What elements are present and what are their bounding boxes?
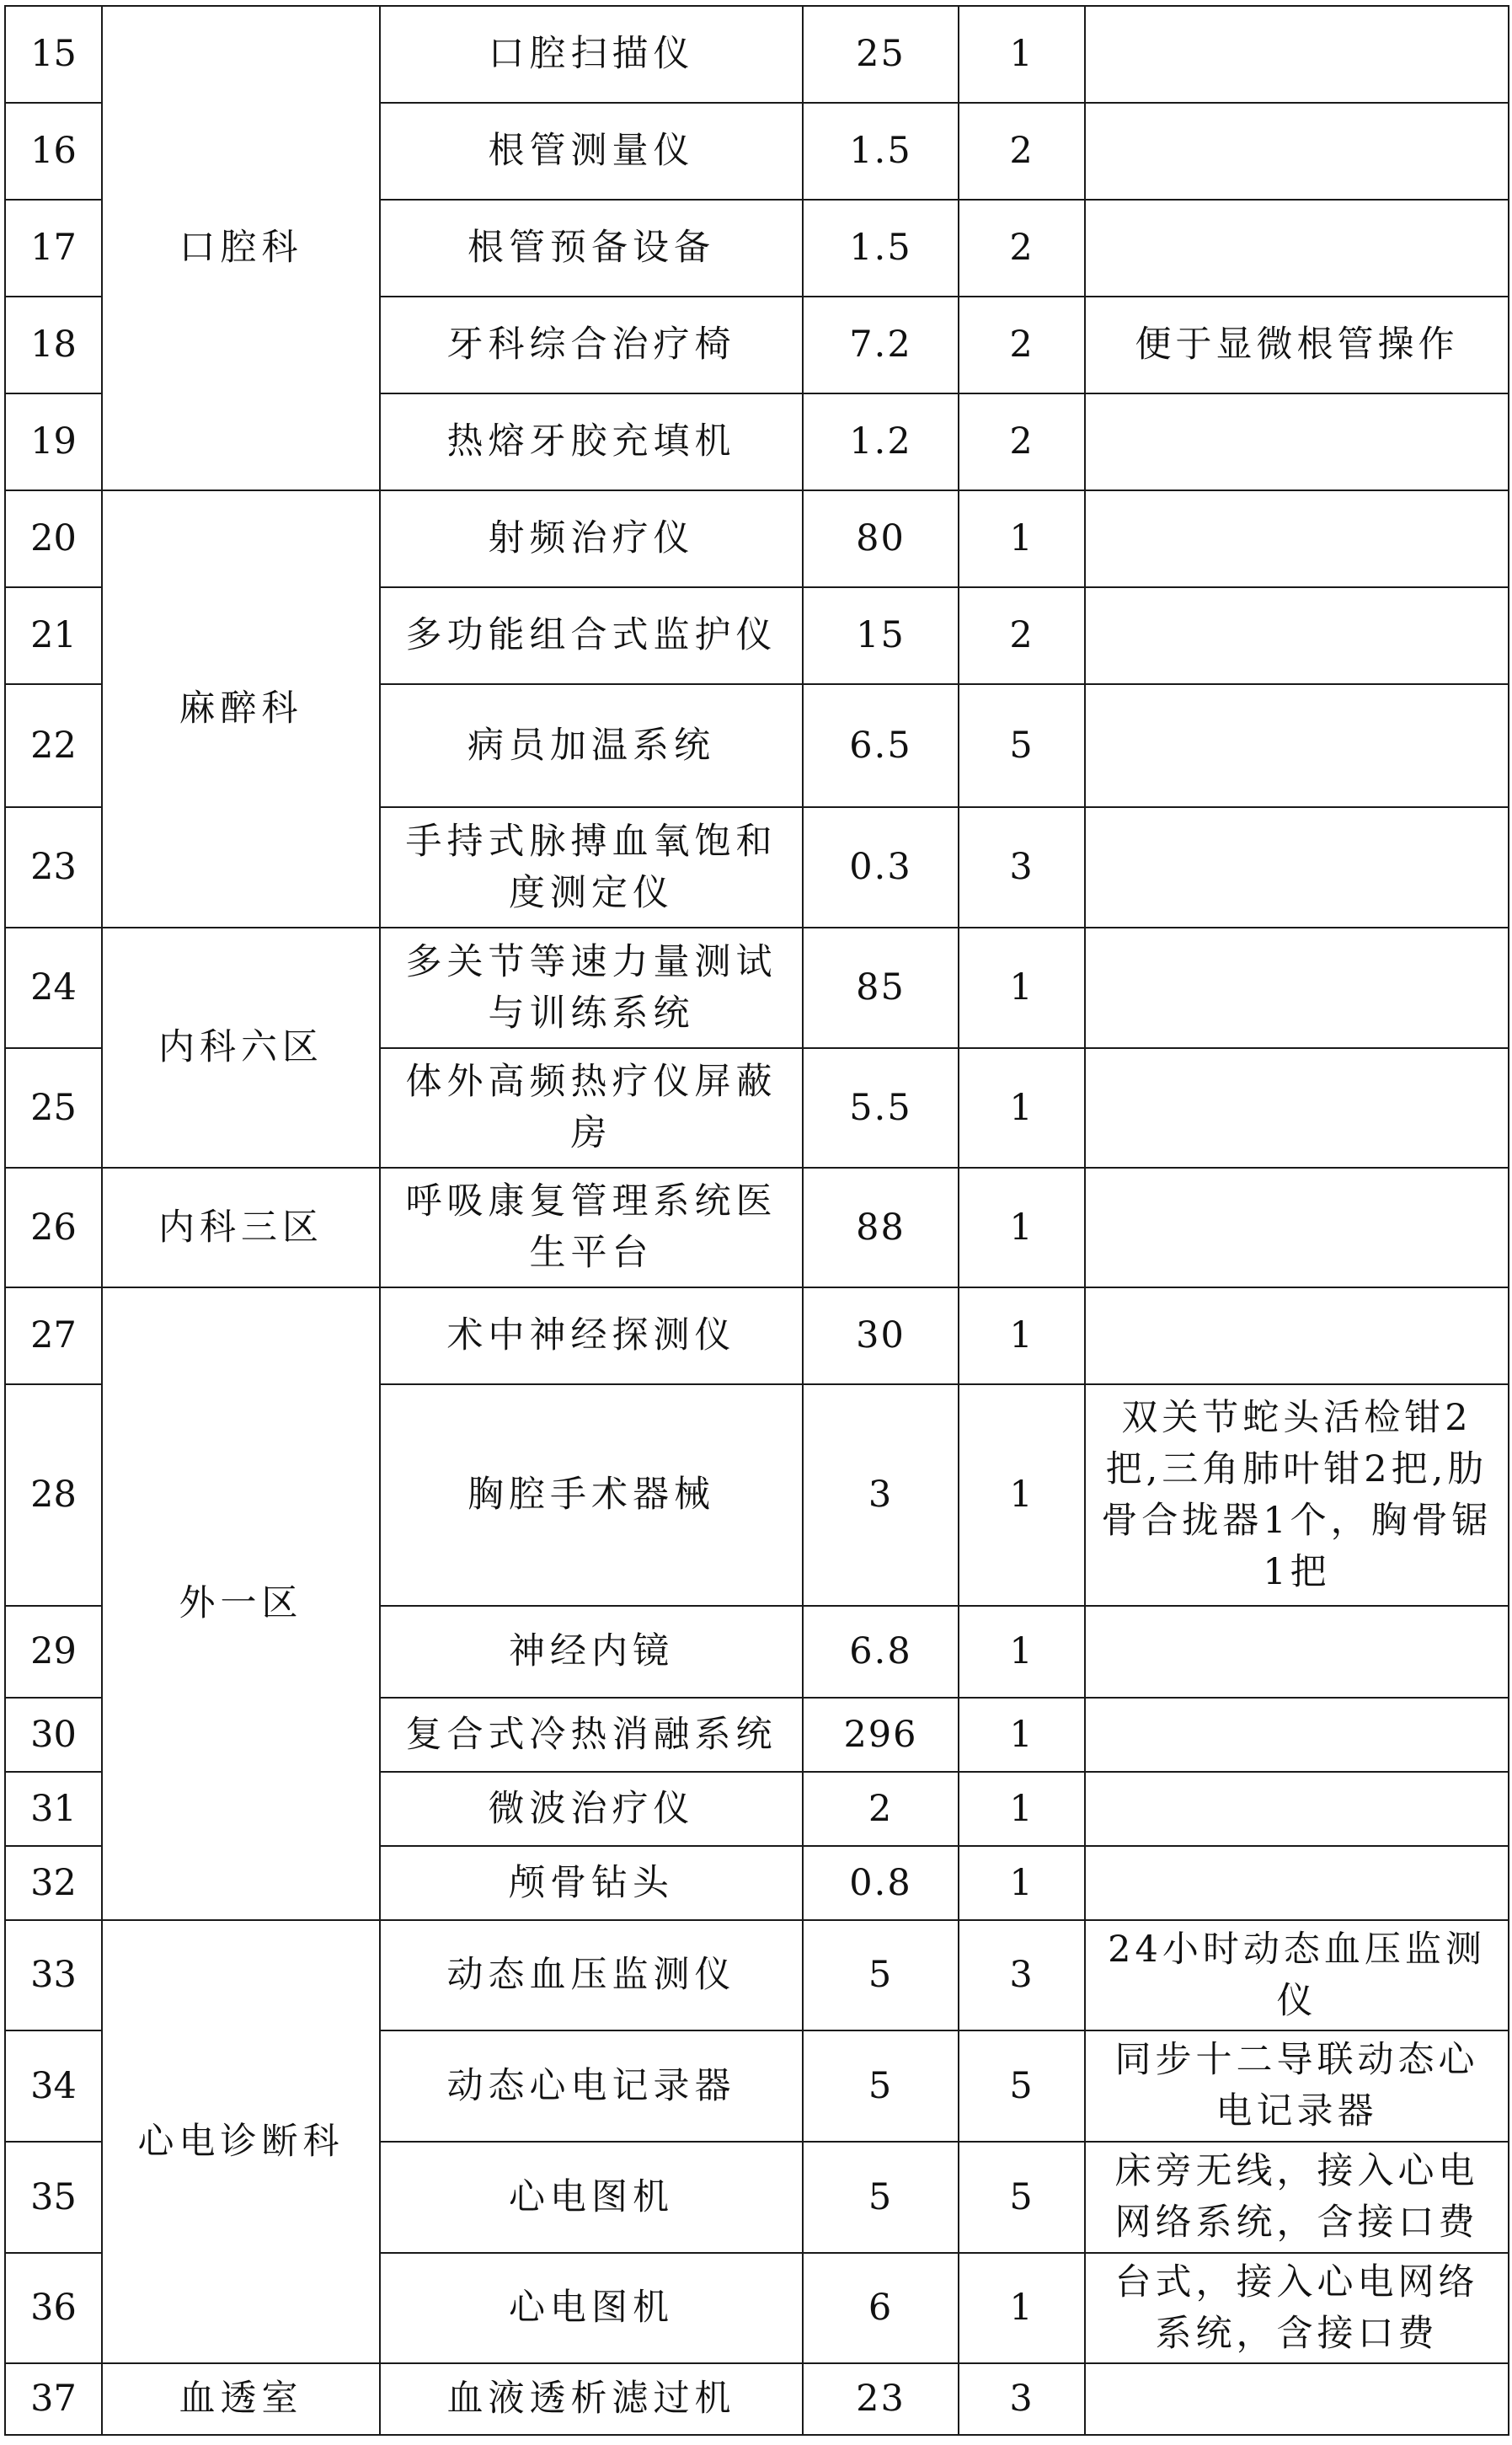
table-body xyxy=(5,6,1509,2435)
table-row xyxy=(5,2363,1509,2435)
unit-price-cell xyxy=(803,1772,959,1846)
quantity-cell-text: 1 xyxy=(1009,33,1034,75)
quantity-cell xyxy=(959,2253,1085,2363)
remark-cell xyxy=(1085,1168,1509,1287)
equipment-name-cell xyxy=(380,393,803,490)
quantity-cell-text: 5 xyxy=(1009,724,1034,767)
quantity-cell-text: 2 xyxy=(1009,420,1034,463)
remark-cell xyxy=(1085,1384,1509,1606)
row-number-cell-text: 26 xyxy=(30,1206,77,1249)
row-number-cell xyxy=(5,2253,102,2363)
quantity-cell-text: 1 xyxy=(1009,1861,1034,1904)
quantity-cell-text: 2 xyxy=(1009,324,1034,366)
remark-cell xyxy=(1085,2142,1509,2253)
equipment-name-cell-text: 根管预备设备 xyxy=(467,227,715,269)
quantity-cell xyxy=(959,1048,1085,1168)
row-number-cell xyxy=(5,6,102,103)
remark-cell-text: 24小时动态血压监测仪 xyxy=(1108,1928,1486,2022)
quantity-cell-text: 1 xyxy=(1009,1630,1034,1672)
unit-price-cell-text: 23 xyxy=(856,2378,906,2420)
unit-price-cell-text: 5 xyxy=(868,1954,894,1996)
row-number-cell xyxy=(5,1606,102,1698)
unit-price-cell-text: 85 xyxy=(856,966,906,1008)
quantity-cell-text: 3 xyxy=(1009,2378,1034,2420)
quantity-cell xyxy=(959,490,1085,587)
quantity-cell xyxy=(959,1846,1085,1920)
row-number-cell xyxy=(5,2142,102,2253)
unit-price-cell xyxy=(803,928,959,1048)
equipment-name-cell-text: 射频治疗仪 xyxy=(488,517,695,559)
unit-price-cell xyxy=(803,200,959,297)
department-cell xyxy=(102,1920,380,2363)
row-number-cell xyxy=(5,2030,102,2142)
equipment-name-cell xyxy=(380,587,803,684)
remark-cell xyxy=(1085,587,1509,684)
quantity-cell xyxy=(959,1168,1085,1287)
department-cell xyxy=(102,2363,380,2435)
unit-price-cell xyxy=(803,490,959,587)
unit-price-cell xyxy=(803,1920,959,2030)
row-number-cell xyxy=(5,1846,102,1920)
unit-price-cell-text: 25 xyxy=(856,33,906,75)
row-number-cell xyxy=(5,807,102,928)
unit-price-cell xyxy=(803,1048,959,1168)
equipment-name-cell-text: 热熔牙胶充填机 xyxy=(446,420,736,463)
equipment-name-cell-text: 微波治疗仪 xyxy=(488,1787,695,1830)
department-cell xyxy=(102,1287,380,1920)
unit-price-cell-text: 7.2 xyxy=(849,324,912,366)
unit-price-cell xyxy=(803,1606,959,1698)
unit-price-cell-text: 0.8 xyxy=(849,1861,912,1904)
quantity-cell-text: 1 xyxy=(1009,1314,1034,1356)
quantity-cell-text: 1 xyxy=(1009,1086,1034,1129)
row-number-cell xyxy=(5,1384,102,1606)
row-number-cell-text: 15 xyxy=(30,33,77,75)
remark-cell xyxy=(1085,200,1509,297)
row-number-cell-text: 18 xyxy=(30,324,77,366)
remark-cell xyxy=(1085,1048,1509,1168)
equipment-name-cell-text: 术中神经探测仪 xyxy=(446,1314,736,1356)
quantity-cell xyxy=(959,2363,1085,2435)
remark-cell xyxy=(1085,684,1509,807)
department-cell-text: 内科三区 xyxy=(158,1206,323,1249)
equipment-name-cell xyxy=(380,2142,803,2253)
equipment-name-cell xyxy=(380,297,803,393)
quantity-cell xyxy=(959,2030,1085,2142)
unit-price-cell xyxy=(803,6,959,103)
unit-price-cell-text: 5.5 xyxy=(849,1086,912,1129)
unit-price-cell-text: 2 xyxy=(868,1787,894,1830)
table-row xyxy=(5,6,1509,103)
equipment-name-cell xyxy=(380,684,803,807)
unit-price-cell-text: 5 xyxy=(868,2175,894,2218)
quantity-cell xyxy=(959,2142,1085,2253)
row-number-cell xyxy=(5,2363,102,2435)
quantity-cell xyxy=(959,1698,1085,1772)
row-number-cell-text: 34 xyxy=(30,2064,77,2107)
table-row xyxy=(5,928,1509,1048)
remark-cell xyxy=(1085,1920,1509,2030)
remark-cell xyxy=(1085,1698,1509,1772)
equipment-name-cell-text: 颅骨钻头 xyxy=(509,1861,674,1904)
unit-price-cell xyxy=(803,587,959,684)
quantity-cell xyxy=(959,103,1085,200)
row-number-cell-text: 31 xyxy=(30,1787,77,1830)
unit-price-cell-text: 3 xyxy=(868,1474,894,1516)
equipment-name-cell xyxy=(380,807,803,928)
row-number-cell xyxy=(5,1920,102,2030)
unit-price-cell xyxy=(803,2030,959,2142)
row-number-cell-text: 28 xyxy=(30,1474,77,1516)
department-cell xyxy=(102,928,380,1168)
unit-price-cell-text: 296 xyxy=(843,1713,918,1756)
unit-price-cell xyxy=(803,1384,959,1606)
row-number-cell xyxy=(5,1772,102,1846)
department-cell-text: 口腔科 xyxy=(179,227,303,269)
unit-price-cell-text: 6.8 xyxy=(849,1630,912,1672)
equipment-name-cell-text: 复合式冷热消融系统 xyxy=(405,1713,777,1756)
row-number-cell xyxy=(5,297,102,393)
equipment-name-cell-text: 牙科综合治疗椅 xyxy=(446,324,736,366)
equipment-name-cell-text: 神经内镜 xyxy=(509,1630,674,1672)
row-number-cell xyxy=(5,393,102,490)
quantity-cell xyxy=(959,928,1085,1048)
row-number-cell xyxy=(5,684,102,807)
quantity-cell-text: 3 xyxy=(1009,846,1034,888)
unit-price-cell xyxy=(803,2363,959,2435)
row-number-cell xyxy=(5,103,102,200)
equipment-name-cell-text: 动态心电记录器 xyxy=(446,2064,736,2107)
row-number-cell-text: 25 xyxy=(30,1086,77,1129)
quantity-cell xyxy=(959,200,1085,297)
unit-price-cell xyxy=(803,1698,959,1772)
remark-cell xyxy=(1085,2363,1509,2435)
equipment-name-cell-text: 手持式脉搏血氧饱和度测定仪 xyxy=(405,820,777,914)
quantity-cell xyxy=(959,1287,1085,1384)
department-cell xyxy=(102,6,380,490)
remark-cell xyxy=(1085,1846,1509,1920)
row-number-cell-text: 22 xyxy=(30,724,77,767)
table-row xyxy=(5,1287,1509,1384)
unit-price-cell xyxy=(803,1168,959,1287)
quantity-cell xyxy=(959,6,1085,103)
equipment-name-cell xyxy=(380,1168,803,1287)
unit-price-cell-text: 1.5 xyxy=(849,130,912,172)
row-number-cell xyxy=(5,928,102,1048)
department-cell xyxy=(102,490,380,928)
remark-cell xyxy=(1085,2030,1509,2142)
row-number-cell xyxy=(5,490,102,587)
equipment-name-cell xyxy=(380,1287,803,1384)
row-number-cell-text: 20 xyxy=(30,517,77,559)
equipment-name-cell xyxy=(380,1772,803,1846)
unit-price-cell-text: 1.2 xyxy=(849,420,912,463)
table-row xyxy=(5,490,1509,587)
row-number-cell-text: 19 xyxy=(30,420,77,463)
equipment-name-cell-text: 口腔扫描仪 xyxy=(488,33,695,75)
equipment-name-cell-text: 病员加温系统 xyxy=(467,724,715,767)
equipment-name-cell-text: 多功能组合式监护仪 xyxy=(405,614,777,656)
row-number-cell-text: 37 xyxy=(30,2378,77,2420)
equipment-name-cell xyxy=(380,6,803,103)
remark-cell xyxy=(1085,490,1509,587)
row-number-cell-text: 29 xyxy=(30,1630,77,1672)
equipment-name-cell xyxy=(380,103,803,200)
equipment-name-cell xyxy=(380,2030,803,2142)
quantity-cell-text: 5 xyxy=(1009,2064,1034,2107)
row-number-cell-text: 17 xyxy=(30,227,77,269)
equipment-name-cell-text: 动态血压监测仪 xyxy=(446,1954,736,1996)
equipment-name-cell xyxy=(380,1384,803,1606)
unit-price-cell-text: 15 xyxy=(856,614,906,656)
quantity-cell-text: 1 xyxy=(1009,1713,1034,1756)
department-cell-text: 外一区 xyxy=(179,1582,303,1624)
remark-cell xyxy=(1085,2253,1509,2363)
remark-cell-text: 台式，接入心电网络系统，含接口费 xyxy=(1114,2260,1479,2355)
department-cell-text: 麻醉科 xyxy=(179,687,303,730)
equipment-name-cell-text: 体外高频热疗仪屏蔽房 xyxy=(405,1061,777,1154)
unit-price-cell-text: 0.3 xyxy=(849,846,912,888)
row-number-cell-text: 30 xyxy=(30,1713,77,1756)
department-cell-text: 心电诊断科 xyxy=(137,2120,345,2163)
row-number-cell-text: 35 xyxy=(30,2175,77,2218)
unit-price-cell xyxy=(803,1287,959,1384)
quantity-cell-text: 3 xyxy=(1009,1954,1034,1996)
remark-cell-text: 同步十二导联动态心电记录器 xyxy=(1114,2039,1479,2132)
quantity-cell-text: 1 xyxy=(1009,1206,1034,1249)
quantity-cell-text: 1 xyxy=(1009,1787,1034,1830)
remark-cell xyxy=(1085,393,1509,490)
equipment-name-cell-text: 根管测量仪 xyxy=(488,130,695,172)
equipment-name-cell xyxy=(380,2363,803,2435)
quantity-cell-text: 5 xyxy=(1009,2175,1034,2218)
row-number-cell-text: 33 xyxy=(30,1954,77,1996)
remark-cell xyxy=(1085,1287,1509,1384)
equipment-name-cell xyxy=(380,2253,803,2363)
quantity-cell xyxy=(959,393,1085,490)
quantity-cell xyxy=(959,1920,1085,2030)
equipment-name-cell xyxy=(380,1846,803,1920)
remark-cell xyxy=(1085,1772,1509,1846)
equipment-table xyxy=(4,5,1509,2436)
remark-cell xyxy=(1085,1606,1509,1698)
table-row xyxy=(5,1920,1509,2030)
quantity-cell-text: 2 xyxy=(1009,227,1034,269)
equipment-name-cell-text: 血液透析滤过机 xyxy=(446,2378,736,2420)
row-number-cell-text: 21 xyxy=(30,614,77,656)
row-number-cell xyxy=(5,587,102,684)
equipment-name-cell xyxy=(380,1048,803,1168)
equipment-name-cell xyxy=(380,1920,803,2030)
unit-price-cell-text: 30 xyxy=(856,1314,906,1356)
row-number-cell-text: 36 xyxy=(30,2287,77,2329)
remark-cell-text: 床旁无线，接入心电网络系统，含接口费 xyxy=(1114,2150,1479,2244)
equipment-name-cell xyxy=(380,928,803,1048)
quantity-cell-text: 1 xyxy=(1009,966,1034,1008)
quantity-cell xyxy=(959,297,1085,393)
quantity-cell xyxy=(959,684,1085,807)
unit-price-cell xyxy=(803,2142,959,2253)
quantity-cell-text: 1 xyxy=(1009,517,1034,559)
unit-price-cell-text: 5 xyxy=(868,2064,894,2107)
quantity-cell-text: 2 xyxy=(1009,614,1034,656)
unit-price-cell xyxy=(803,2253,959,2363)
equipment-name-cell-text: 呼吸康复管理系统医生平台 xyxy=(405,1180,777,1274)
remark-cell xyxy=(1085,807,1509,928)
unit-price-cell-text: 1.5 xyxy=(849,227,912,269)
quantity-cell xyxy=(959,1772,1085,1846)
remark-cell xyxy=(1085,297,1509,393)
equipment-name-cell xyxy=(380,200,803,297)
row-number-cell xyxy=(5,1698,102,1772)
row-number-cell-text: 23 xyxy=(30,846,77,888)
quantity-cell xyxy=(959,1384,1085,1606)
row-number-cell-text: 16 xyxy=(30,130,77,172)
unit-price-cell xyxy=(803,684,959,807)
department-cell-text: 血透室 xyxy=(179,2378,303,2420)
remark-cell xyxy=(1085,928,1509,1048)
unit-price-cell xyxy=(803,807,959,928)
remark-cell xyxy=(1085,6,1509,103)
department-cell-text: 内科六区 xyxy=(158,1026,323,1068)
row-number-cell-text: 27 xyxy=(30,1314,77,1356)
remark-cell-text: 便于显微根管操作 xyxy=(1135,324,1459,366)
equipment-name-cell-text: 心电图机 xyxy=(509,2287,674,2329)
remark-cell-text: 双关节蛇头活检钳2把,三角肺叶钳2把,肋骨合拢器1个，胸骨锯1把 xyxy=(1101,1396,1493,1593)
equipment-name-cell-text: 胸腔手术器械 xyxy=(467,1474,715,1516)
equipment-name-cell xyxy=(380,1698,803,1772)
equipment-name-cell-text: 多关节等速力量测试与训练系统 xyxy=(405,940,777,1035)
equipment-name-cell-text: 心电图机 xyxy=(509,2175,674,2218)
row-number-cell-text: 32 xyxy=(30,1861,77,1904)
quantity-cell-text: 2 xyxy=(1009,130,1034,172)
unit-price-cell-text: 6.5 xyxy=(849,724,912,767)
quantity-cell xyxy=(959,807,1085,928)
remark-cell xyxy=(1085,103,1509,200)
quantity-cell xyxy=(959,587,1085,684)
equipment-name-cell xyxy=(380,1606,803,1698)
row-number-cell xyxy=(5,1048,102,1168)
unit-price-cell-text: 6 xyxy=(868,2287,894,2329)
department-cell xyxy=(102,1168,380,1287)
unit-price-cell-text: 88 xyxy=(856,1206,906,1249)
quantity-cell-text: 1 xyxy=(1009,1474,1034,1516)
row-number-cell xyxy=(5,1287,102,1384)
row-number-cell xyxy=(5,200,102,297)
equipment-name-cell xyxy=(380,490,803,587)
unit-price-cell-text: 80 xyxy=(856,517,906,559)
unit-price-cell xyxy=(803,103,959,200)
row-number-cell xyxy=(5,1168,102,1287)
unit-price-cell xyxy=(803,297,959,393)
table-row xyxy=(5,1168,1509,1287)
quantity-cell xyxy=(959,1606,1085,1698)
unit-price-cell xyxy=(803,393,959,490)
unit-price-cell xyxy=(803,1846,959,1920)
row-number-cell-text: 24 xyxy=(30,966,77,1008)
quantity-cell-text: 1 xyxy=(1009,2287,1034,2329)
